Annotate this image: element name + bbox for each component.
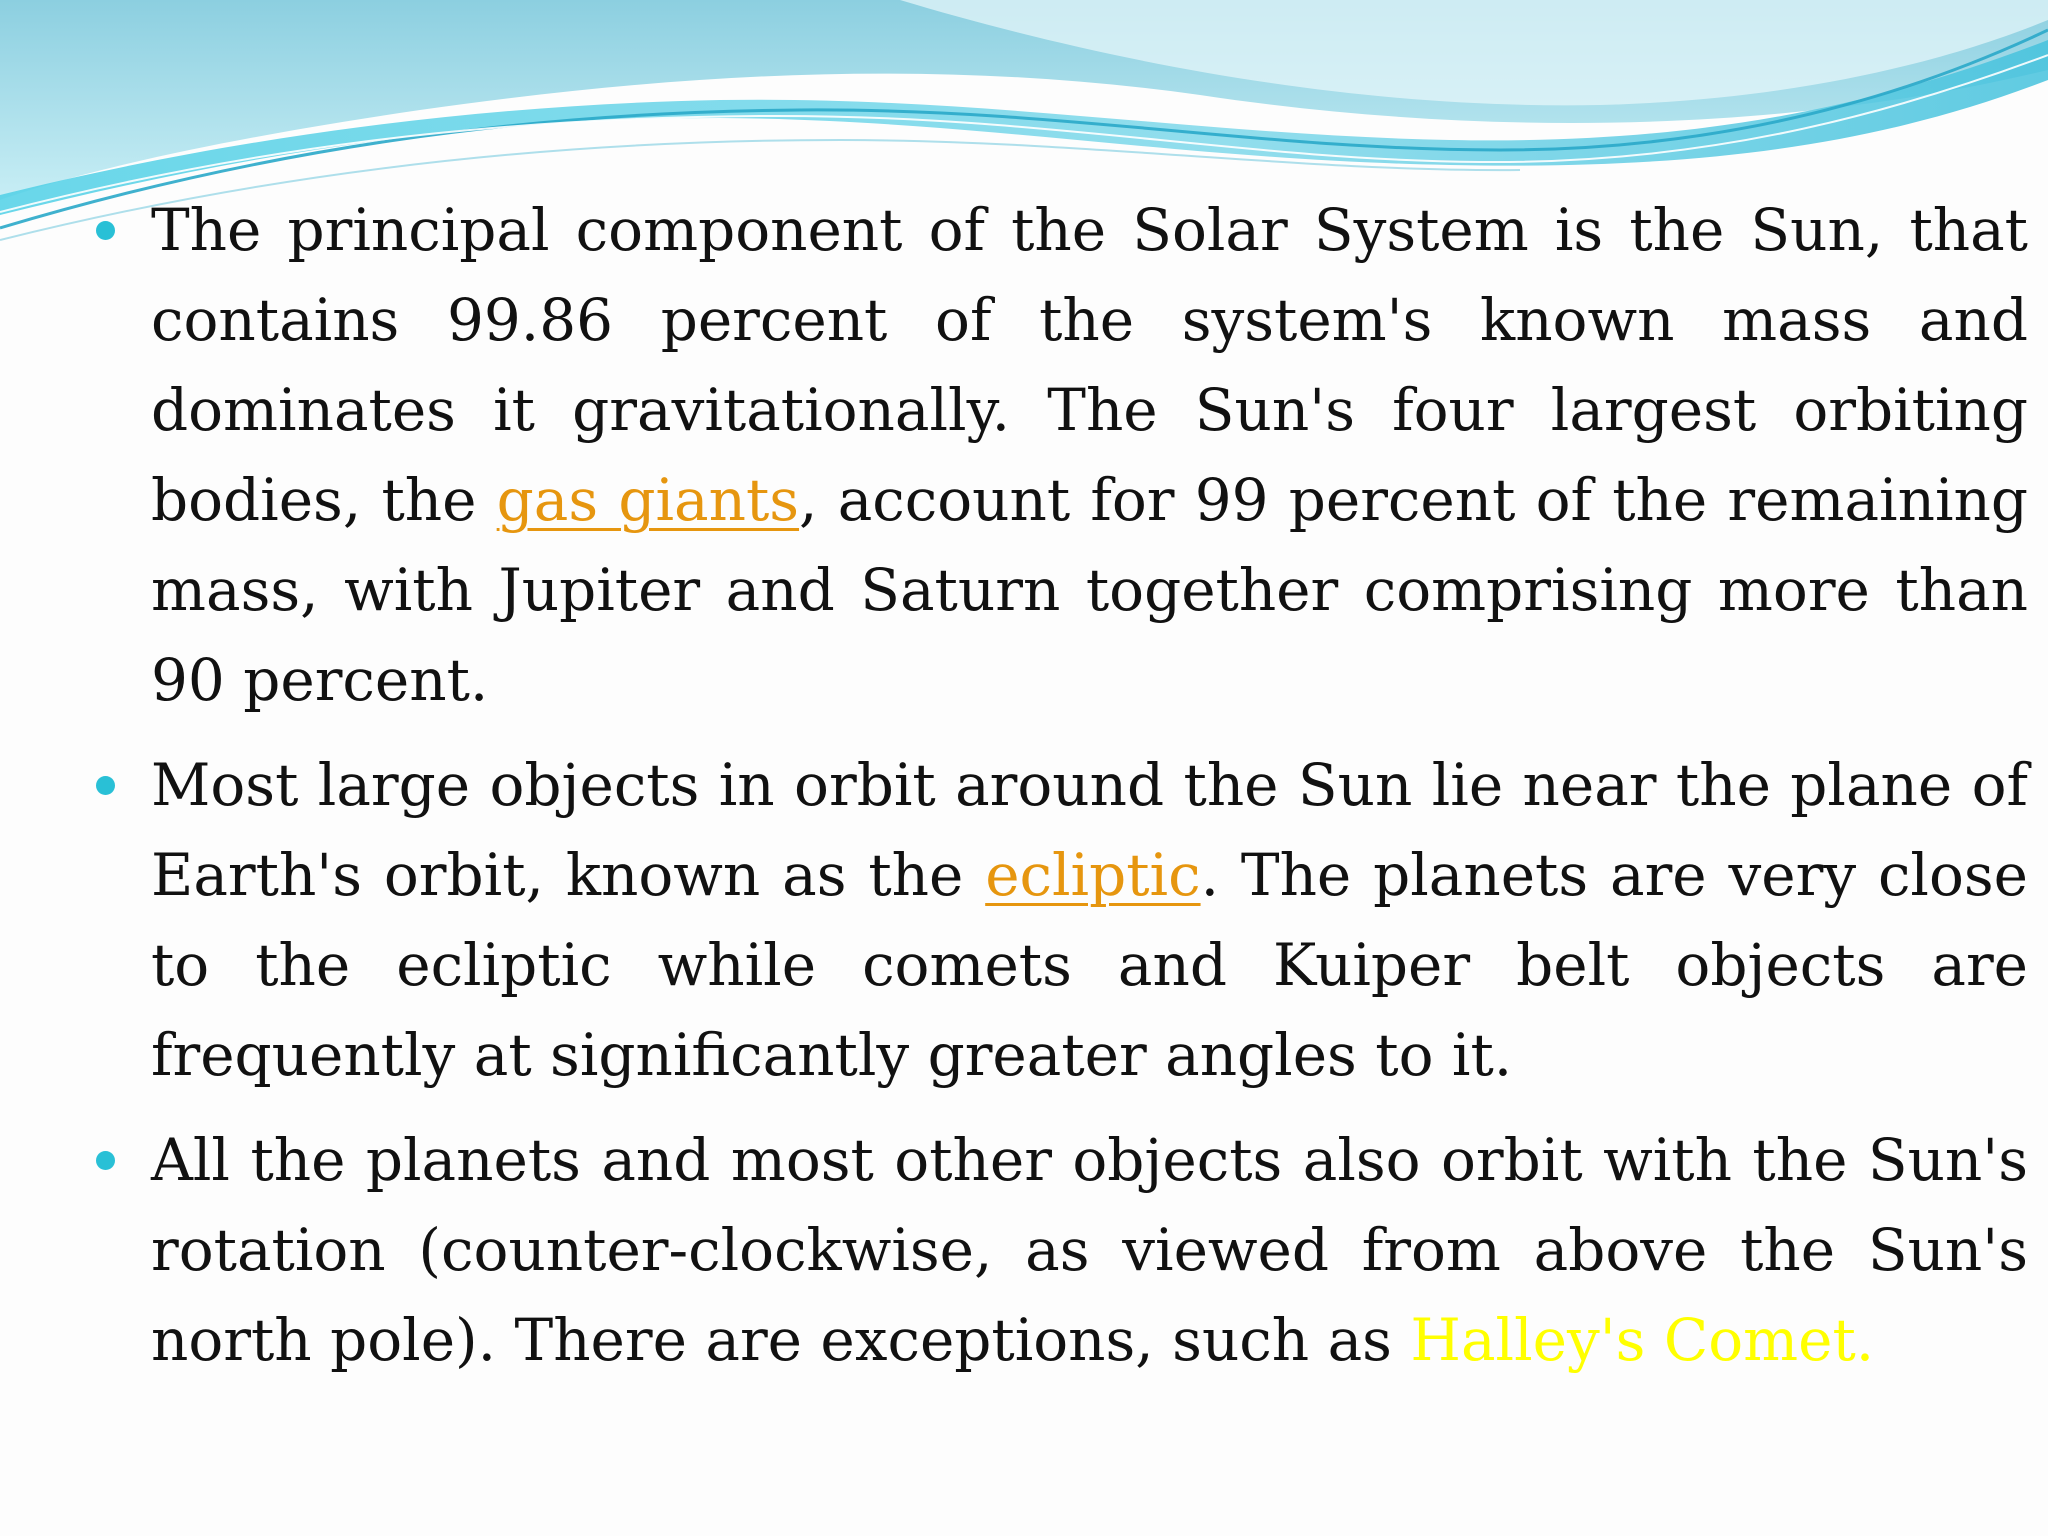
bullet-text-after: , account for 99 percent of the remaining mass, with Jupiter and Saturn together comprising more than 90 percent. [151, 466, 2028, 714]
bullet-dot-icon [96, 1151, 115, 1170]
halleys-comet-text: Halley's Comet. [1410, 1306, 1875, 1374]
bullet-text-after: . The planets are very close to the ecliptic while comets and Kuiper belt objects are frequently at significantly greater angles to it. [151, 841, 2028, 1089]
ecliptic-link[interactable]: ecliptic [985, 841, 1201, 909]
bullet-dot-icon [96, 776, 115, 795]
bullet-dot-icon [96, 221, 115, 240]
bullet-text-before: Most large objects in orbit around the Sun lie near the plane of Earth's orbit, known as the [151, 751, 2028, 909]
bullet-item-rotation [94, 1115, 2028, 1385]
bullet-list [94, 185, 2028, 1400]
bullet-item-ecliptic [94, 740, 2028, 1100]
bullet-text-before: All the planets and most other objects also orbit with the Sun's rotation (counter-clockwise, as viewed from above the Sun's north pole). There are exceptions, such as [151, 1126, 2028, 1374]
gas-giants-link[interactable]: gas giants [496, 466, 800, 534]
bullet-text-before: The principal component of the Solar System is the Sun, that contains 99.86 percent of the system's known mass and dominates it gravitationally. The Sun's four largest orbiting bodies, the [151, 196, 2028, 534]
bullet-item-solar-mass [94, 185, 2028, 725]
